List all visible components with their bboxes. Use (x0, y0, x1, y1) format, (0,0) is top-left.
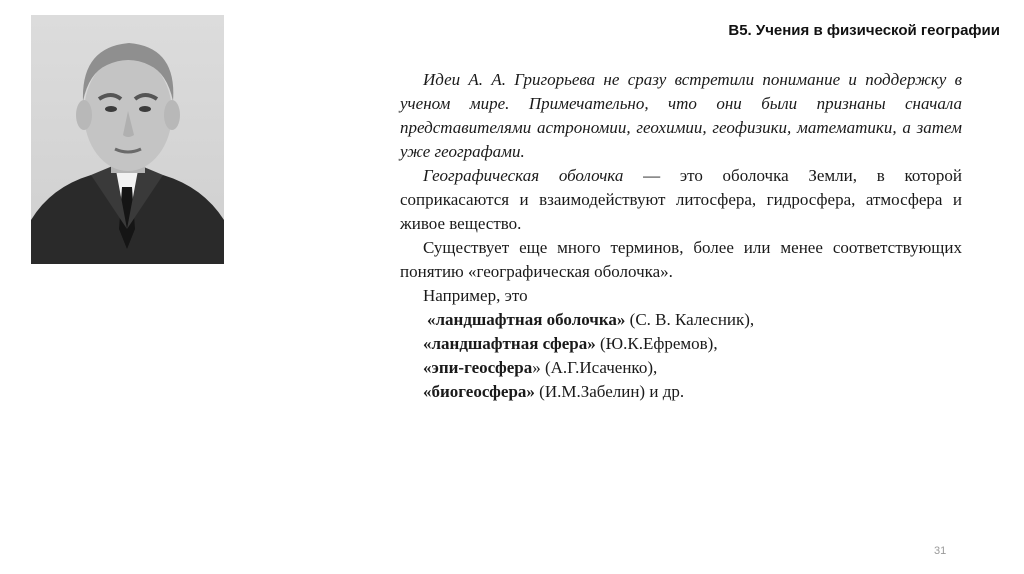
paragraph-terms: Существует еще много терминов, более или менее соответствующих понятию «географическая оболочка». (400, 238, 962, 281)
slide-body (400, 68, 962, 404)
portrait-illustration (31, 15, 224, 264)
definition-text: — это оболочка Земли, в которой соприкасаются и взаимодействуют литосфера, гидросфера, атмосфера и живое вещество. (400, 166, 962, 233)
portrait-photo (31, 15, 224, 264)
term-line (423, 332, 962, 356)
term-line (423, 356, 962, 380)
defined-term: Географическая оболочка (423, 166, 624, 185)
term-name: «биогеосфера» (423, 382, 535, 401)
term-line (427, 308, 962, 332)
paragraph-grigoriev-ideas: Идеи А. А. Григорьева не сразу встретили понимание и поддержку в ученом мире. Примечательно, что они были признаны сначала представителями астрономии, геохимии, геофизики, математики, а затем уже географами. (400, 70, 962, 161)
paragraph-definition (400, 164, 962, 236)
term-author: (Ю.К.Ефремов), (595, 334, 718, 353)
slide-title: B5. Учения в физической географии (728, 22, 1000, 39)
term-author: (С. В. Калесник), (625, 310, 755, 329)
term-name: «эпи-геосфера (423, 358, 533, 377)
term-line (423, 380, 962, 404)
example-intro: Например, это (423, 286, 528, 305)
term-name: «ландшафтная оболочка» (427, 310, 626, 329)
term-author: (И.М.Забелин) и др. (534, 382, 685, 401)
page-number: 31 (934, 545, 947, 557)
term-name: «ландшафтная сфера» (423, 334, 596, 353)
term-author: » (А.Г.Исаченко), (532, 358, 658, 377)
